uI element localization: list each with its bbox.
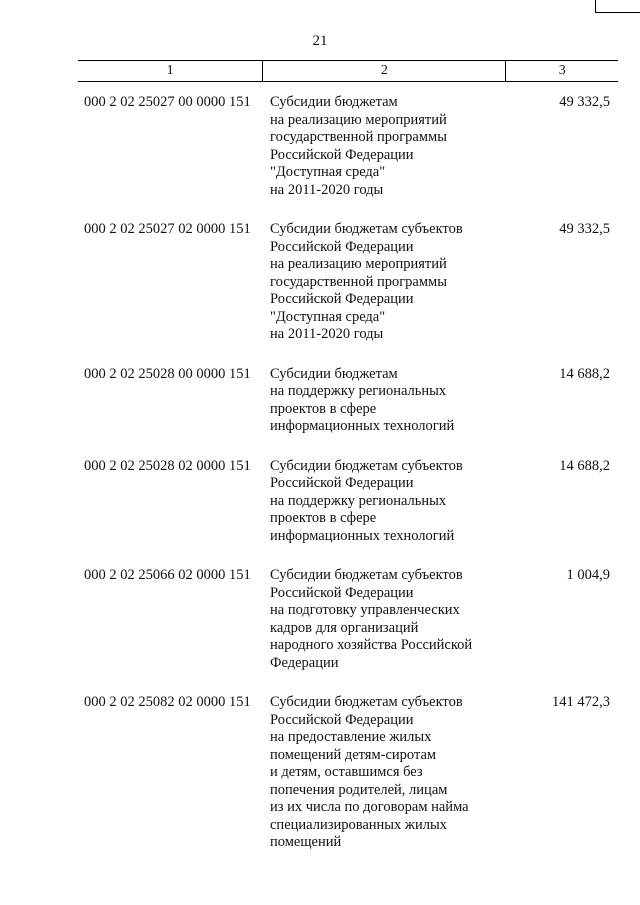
amount: 14 688,2 xyxy=(559,457,610,474)
amount: 1 004,9 xyxy=(566,567,610,583)
description-line: на реализацию мероприятий xyxy=(270,256,447,272)
description-line: Федерации xyxy=(270,654,339,671)
budget-code: 000 2 02 25082 02 0000 151 xyxy=(84,694,251,710)
description xyxy=(270,221,495,344)
description-line: Российской Федерации xyxy=(270,711,414,728)
description-line: из их числа по договорам найма xyxy=(270,799,469,815)
description-line: попечения родителей, лицам xyxy=(270,781,448,798)
description-line: на 2011-2020 годы xyxy=(270,326,384,342)
description-line: помещений детям-сиротам xyxy=(270,746,437,763)
description-line: Российской Федерации xyxy=(270,475,414,491)
description xyxy=(270,694,495,852)
amount: 49 332,5 xyxy=(559,221,610,237)
description-line: Субсидии бюджетам субъектов xyxy=(270,694,463,710)
header-col-1: 1 xyxy=(166,63,174,78)
description-line: информационных технологий xyxy=(270,527,455,544)
description-line: государственной программы xyxy=(270,273,447,290)
budget-code: 000 2 02 25027 02 0000 151 xyxy=(84,221,251,237)
description-line: проектов в сфере xyxy=(270,400,377,417)
table-header xyxy=(78,60,618,82)
description-line: Российской Федерации xyxy=(270,584,414,601)
description-line: помещений xyxy=(270,834,342,850)
description-line: государственной программы xyxy=(270,129,447,145)
header-col-3: 3 xyxy=(505,61,618,81)
table-row xyxy=(0,694,640,874)
description-line: Субсидии бюджетам субъектов xyxy=(270,221,463,237)
description-line: Российской Федерации xyxy=(270,238,414,255)
description-line: Субсидии бюджетам субъектов xyxy=(270,457,463,474)
budget-code: 000 2 02 25028 02 0000 151 xyxy=(84,457,251,474)
description-line: на поддержку региональных xyxy=(270,492,447,509)
corner-mark xyxy=(595,0,640,13)
description xyxy=(270,366,495,436)
description-line: на реализацию мероприятий xyxy=(270,111,447,128)
description-line: Субсидии бюджетам xyxy=(270,365,398,382)
description-line: кадров для организаций xyxy=(270,619,419,636)
budget-code: 000 2 02 25066 02 0000 151 xyxy=(84,567,251,583)
amount: 14 688,2 xyxy=(559,365,610,382)
description-line: проектов в сфере xyxy=(270,510,377,526)
description-line: на предоставление жилых xyxy=(270,729,432,745)
table-row xyxy=(0,567,640,694)
description-line: на подготовку управленческих xyxy=(270,602,460,618)
table-body xyxy=(0,94,640,874)
description-line: "Доступная среда" xyxy=(270,164,386,180)
page-number: 21 xyxy=(312,33,328,49)
description xyxy=(270,567,495,672)
description-line: народного хозяйства Российской xyxy=(270,637,473,653)
budget-code: 000 2 02 25027 00 0000 151 xyxy=(84,94,251,110)
description-line: Субсидии бюджетам xyxy=(270,94,398,110)
description xyxy=(270,458,495,546)
description-line: Субсидии бюджетам субъектов xyxy=(270,567,463,583)
table-row xyxy=(0,221,640,366)
description-line: и детям, оставшимся без xyxy=(270,764,423,780)
table-row xyxy=(0,458,640,568)
amount: 141 472,3 xyxy=(552,694,610,710)
description xyxy=(270,94,495,199)
description-line: "Доступная среда" xyxy=(270,308,386,325)
description-line: информационных технологий xyxy=(270,418,455,434)
table-row xyxy=(0,366,640,458)
description-line: Российской Федерации xyxy=(270,291,414,307)
table-row xyxy=(0,94,640,221)
header-col-2: 2 xyxy=(262,61,505,81)
budget-code: 000 2 02 25028 00 0000 151 xyxy=(84,365,251,382)
description-line: специализированных жилых xyxy=(270,816,447,833)
amount: 49 332,5 xyxy=(559,94,610,110)
description-line: на 2011-2020 годы xyxy=(270,181,384,198)
description-line: на поддержку региональных xyxy=(270,383,447,399)
description-line: Российской Федерации xyxy=(270,146,414,163)
